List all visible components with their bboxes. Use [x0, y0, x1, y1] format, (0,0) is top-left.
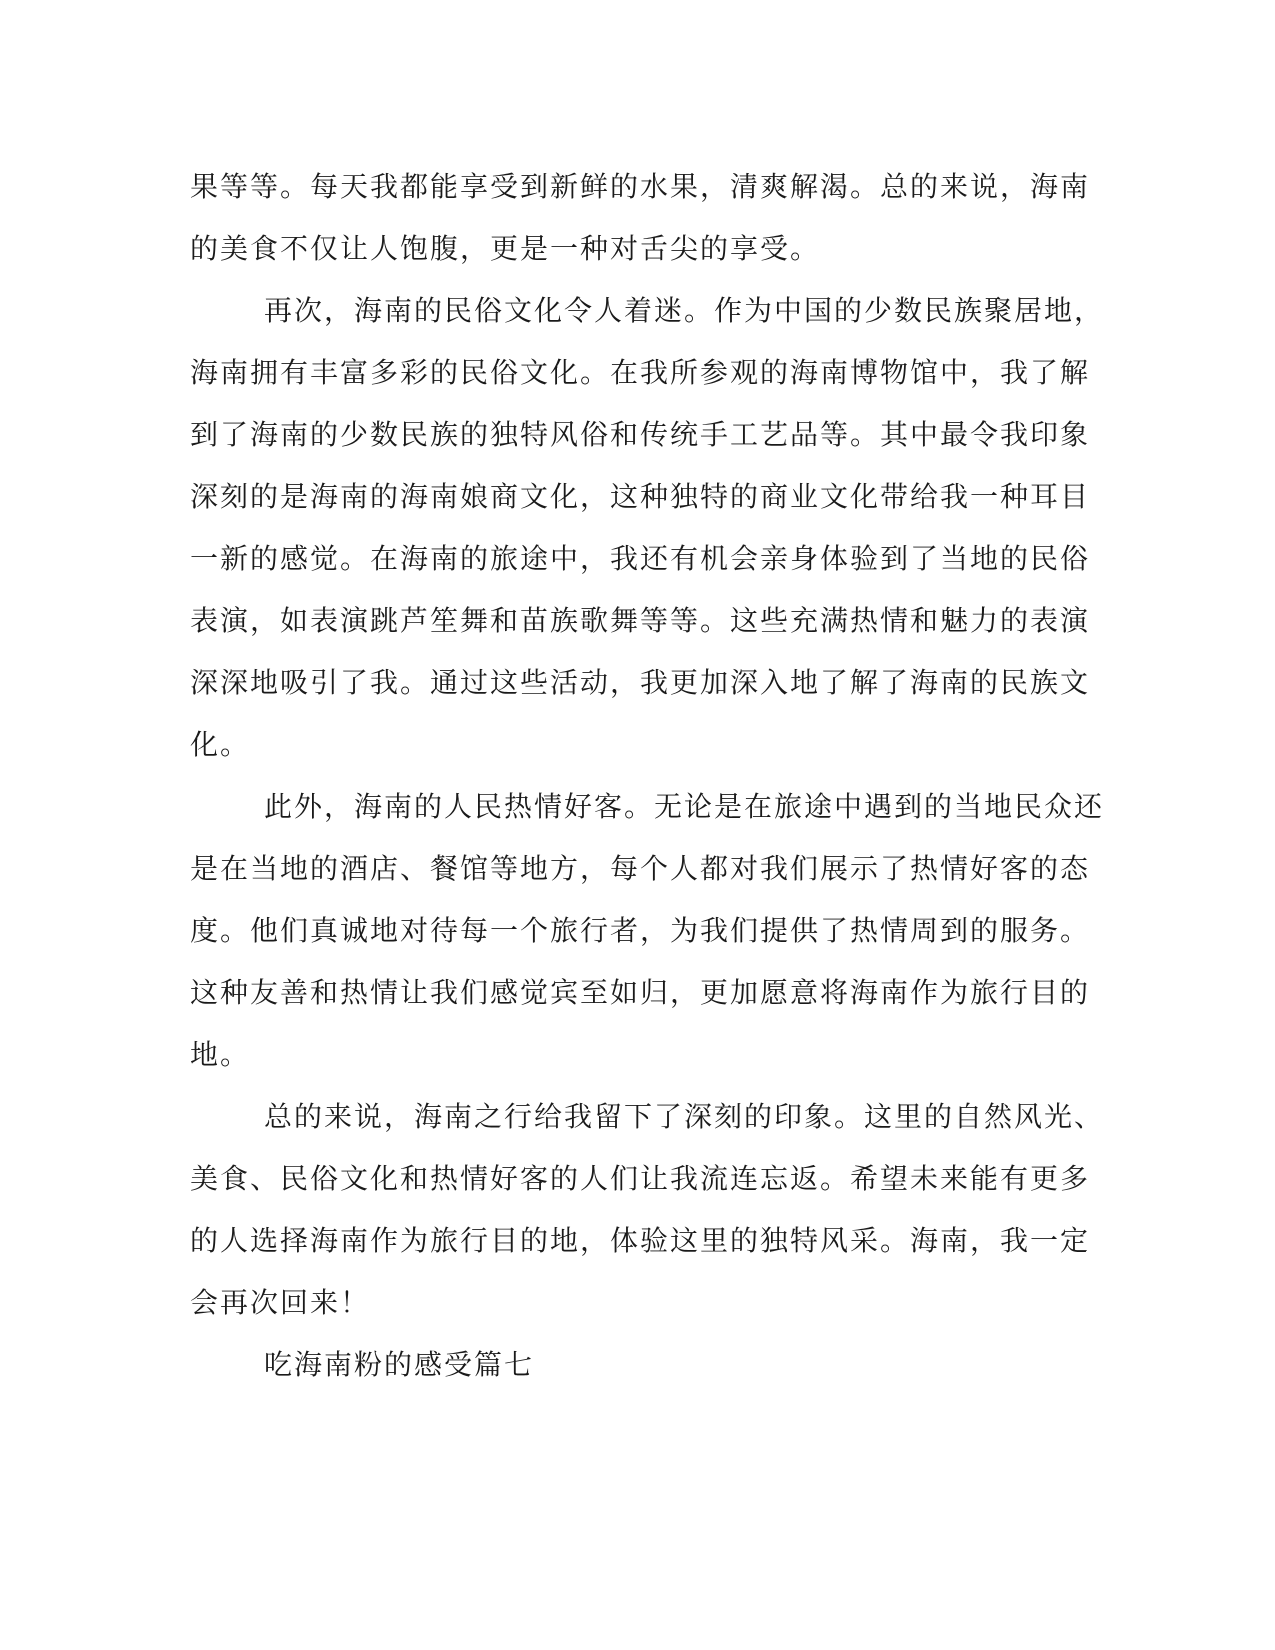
text-line: 这种友善和热情让我们感觉宾至如归，更加愿意将海南作为旅行目的 — [190, 976, 1091, 1009]
text-line: 会再次回来！ — [190, 1286, 371, 1319]
text-line: 一新的感觉。在海南的旅途中，我还有机会亲身体验到了当地的民俗 — [190, 542, 1091, 575]
text-line: 果等等。每天我都能享受到新鲜的水果，清爽解渴。总的来说，海南 — [190, 170, 1091, 203]
text-line: 深深地吸引了我。通过这些活动，我更加深入地了解了海南的民族文 — [190, 666, 1091, 699]
text-line: 度。他们真诚地对待每一个旅行者，为我们提供了热情周到的服务。 — [190, 914, 1091, 947]
section-heading: 吃海南粉的感受篇七 — [264, 1348, 535, 1381]
paragraph-start-line: 再次，海南的民俗文化令人着迷。作为中国的少数民族聚居地， — [264, 294, 1105, 327]
text-line: 深刻的是海南的海南娘商文化，这种独特的商业文化带给我一种耳目 — [190, 480, 1091, 513]
paragraph-start-line: 此外，海南的人民热情好客。无论是在旅途中遇到的当地民众还 — [264, 790, 1105, 823]
text-line: 的美食不仅让人饱腹，更是一种对舌尖的享受。 — [190, 232, 821, 265]
document-body — [190, 156, 1105, 1396]
paragraph-start-line: 总的来说，海南之行给我留下了深刻的印象。这里的自然风光、 — [264, 1100, 1105, 1133]
text-line: 地。 — [190, 1038, 251, 1071]
text-line: 到了海南的少数民族的独特风俗和传统手工艺品等。其中最令我印象 — [190, 418, 1091, 451]
text-line: 化。 — [190, 728, 251, 761]
text-line: 海南拥有丰富多彩的民俗文化。在我所参观的海南博物馆中，我了解 — [190, 356, 1091, 389]
text-line: 的人选择海南作为旅行目的地，体验这里的独特风采。海南，我一定 — [190, 1224, 1091, 1257]
text-line: 是在当地的酒店、餐馆等地方，每个人都对我们展示了热情好客的态 — [190, 852, 1091, 885]
text-line: 表演，如表演跳芦笙舞和苗族歌舞等等。这些充满热情和魅力的表演 — [190, 604, 1091, 637]
text-line: 美食、民俗文化和热情好客的人们让我流连忘返。希望未来能有更多 — [190, 1162, 1091, 1195]
